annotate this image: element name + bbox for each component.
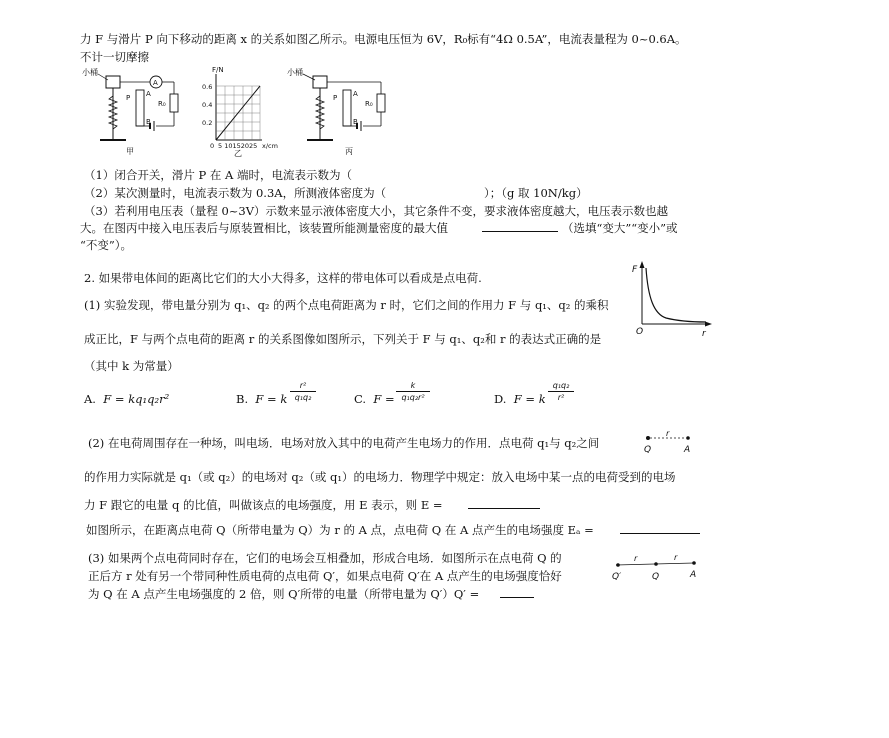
q2-p2-c: 力 F 跟它的电量 q 的比值，叫做该点的电场强度，用 E 表示，则 E =: [84, 498, 443, 512]
qprime-answer-blank[interactable]: [500, 586, 534, 598]
svg-text:A: A: [684, 445, 691, 455]
q1-sub3-a: （3）若利用电压表（量程 0~3V）示数来显示液体密度大小，其它条件不变，要求液体密度越大，电压表示数也越: [84, 204, 669, 218]
q1-line1: 力 F 与滑片 P 向下移动的距离 x 的关系如图乙所示。电源电压恒为 6V，R₀标有“4Ω 0.5A”，电流表量程为 0~0.6A。: [80, 32, 687, 46]
figure-bing: [285, 66, 395, 156]
q1-sub3-d: “不变”）。: [80, 238, 133, 252]
svg-text:Q′: Q′: [612, 572, 622, 582]
q2-p1-b: 成正比，F 与两个点电荷的距离 r 的关系图像如图所示，下列关于 F 与 q₁、q₂和 r 的表达式正确的是: [84, 332, 602, 346]
option-b[interactable]: B. F = k: [236, 392, 288, 406]
charge-q-to-a-diagram: [642, 430, 702, 456]
q2-p2-d: 如图所示，在距离点电荷 Q（所带电量为 Q）为 r 的 A 点，点电荷 Q 在 A 点产生的电场强度 Eₐ =: [86, 523, 594, 537]
bucket-label: 小桶: [82, 68, 98, 77]
svg-text:0: 0: [210, 142, 215, 150]
svg-text:O: O: [636, 327, 644, 337]
r0-resistor-icon: [377, 94, 385, 112]
svg-text:r: r: [674, 553, 678, 562]
q2-p3-a: (3) 如果两个点电荷同时存在，它们的电场会互相叠加，形成合电场．如图所示在点电荷 Q 的: [88, 551, 562, 565]
e-answer-blank[interactable]: [468, 497, 540, 509]
option-d-fraction: q₁q₂ r²: [548, 381, 574, 402]
svg-text:r: r: [634, 554, 638, 563]
inverse-square-curve: [646, 268, 706, 322]
svg-text:0.6: 0.6: [202, 83, 213, 91]
svg-text:A: A: [353, 90, 358, 98]
svg-text:A: A: [146, 90, 151, 98]
svg-text:P: P: [333, 94, 338, 102]
svg-text:F: F: [632, 265, 638, 275]
svg-text:P: P: [126, 94, 131, 102]
svg-text:0.4: 0.4: [202, 101, 213, 109]
svg-text:5 10152025: 5 10152025: [218, 142, 258, 150]
svg-text:R₀: R₀: [158, 100, 166, 108]
q1-line2: 不计一切摩擦: [80, 50, 149, 64]
option-c-fraction: k q₁q₂r²: [396, 381, 430, 402]
caption-bing: 丙: [345, 147, 353, 156]
svg-text:B: B: [146, 118, 151, 126]
answer-blank[interactable]: [482, 220, 558, 232]
svg-text:r: r: [702, 329, 706, 339]
bucket-label: 小桶: [287, 68, 303, 77]
q2-p2-b: 的作用力实际就是 q₁（或 q₂）的电场对 q₂（或 q₁）的电场力．物理学中规定：放入电场中某一点的电荷受到的电场: [84, 470, 676, 484]
svg-text:A: A: [153, 79, 158, 87]
q1-sub3-b: 大。在图丙中接入电压表后与原装置相比，该装置所能测量密度的最大值: [80, 221, 448, 235]
figure-yi-graph: [200, 64, 290, 156]
q1-sub3-c: （选填“变大”“变小”或: [562, 221, 678, 235]
svg-text:B: B: [353, 118, 358, 126]
q1-sub2-a: （2）某次测量时，电流表示数为 0.3A，所测液体密度为（: [84, 186, 387, 200]
ea-answer-blank[interactable]: [620, 522, 700, 534]
q2-intro: 2. 如果带电体间的距离比它们的大小大得多，这样的带电体可以看成是点电荷.: [84, 271, 482, 285]
q2-p3-b: 正后方 r 处有另一个带同种性质电荷的点电荷 Q′，如果点电荷 Q′在 A 点产生的电场强度恰好: [88, 569, 562, 583]
option-b-fraction: r² q₁q₂: [290, 381, 316, 402]
caption-jia: 甲: [126, 147, 134, 156]
svg-text:0.2: 0.2: [202, 119, 213, 127]
r0-resistor-icon: [170, 94, 178, 112]
svg-text:F/N: F/N: [212, 66, 224, 74]
q2-p3-c: 为 Q 在 A 点产生电场强度的 2 倍，则 Q′所带的电量（所带电量为 Q′）Q′ =: [88, 587, 480, 601]
svg-text:Q: Q: [652, 572, 660, 582]
option-a[interactable]: A. F = kq₁q₂r²: [84, 392, 170, 406]
svg-text:x/cm: x/cm: [262, 142, 278, 150]
figure-jia: [78, 66, 188, 156]
svg-text:r: r: [666, 429, 670, 438]
q2-p1-a: (1) 实验发现，带电量分别为 q₁、q₂ 的两个点电荷距离为 r 时，它们之间的作用力 F 与 q₁、q₂ 的乘积: [84, 298, 609, 312]
q2-p2-a: (2) 在电荷周围存在一种场，叫电场．电场对放入其中的电荷产生电场力的作用．点电荷 q₁与 q₂之间: [88, 436, 600, 450]
q1-sub2-b: ）；（g 取 10N/kg）: [484, 186, 588, 200]
q2-p1-c: （其中 k 为常量）: [84, 359, 179, 373]
two-charges-diagram: [610, 553, 700, 583]
svg-text:R₀: R₀: [365, 100, 373, 108]
caption-yi: 乙: [234, 149, 242, 158]
option-c[interactable]: C. F =: [354, 392, 395, 406]
svg-text:A: A: [690, 570, 697, 580]
f-r-graph: [630, 258, 720, 338]
svg-text:Q: Q: [644, 445, 652, 455]
q1-sub1: （1）闭合开关，滑片 P 在 A 端时，电流表示数为（: [84, 168, 352, 182]
option-d[interactable]: D. F = k: [494, 392, 546, 406]
